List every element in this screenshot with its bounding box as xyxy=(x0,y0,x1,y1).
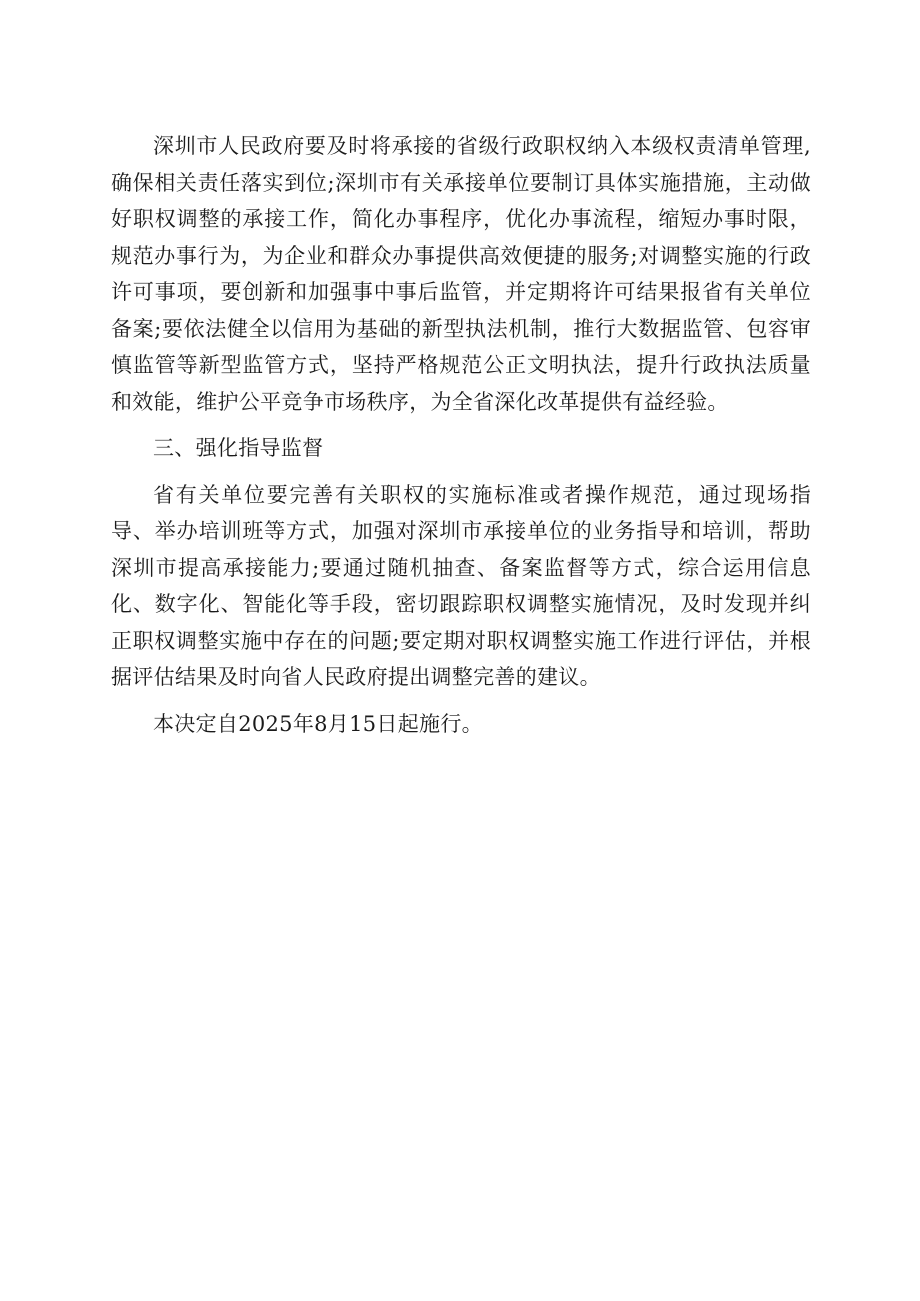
section-heading-guidance: 三、强化指导监督 xyxy=(153,436,324,460)
paragraph-supervision-responsibilities: 深圳市人民政府要及时将承接的省级行政职权纳入本级权责清单管理,确保相关责任落实到位;深圳市有关承接单位要制订具体实施措施，主动做好职权调整的承接工作，简化办事程序，优化办事流程，缩短办事时限，规范办事行为，为企业和群众办事提供高效便捷的服务;对调整实施的行政许可事项，要创新和加强事中事后监管，并定期将许可结果报省有关单位备案;要依法健全以信用为基础的新型执法机制，推行大数据监管、包容审慎监管等新型监管方式，坚持严格规范公正文明执法，提升行政执法质量和效能，维护公平竞争市场秩序，为全省深化改革提供有益经验。 xyxy=(111,134,811,414)
paragraph-effective-date: 本决定自2025年8月15日起施行。 xyxy=(153,711,483,736)
document-body xyxy=(111,128,811,752)
paragraph-guidance-supervision: 省有关单位要完善有关职权的实施标准或者操作规范，通过现场指导、举办培训班等方式，加强对深圳市承接单位的业务指导和培训，帮助深圳市提高承接能力;要通过随机抽查、备案监督等方式，综合运用信息化、数字化、智能化等手段，密切跟踪职权调整实施情况，及时发现并纠正职权调整实施中存在的问题;要定期对职权调整实施工作进行评估，并根据评估结果及时向省人民政府提出调整完善的建议。 xyxy=(111,482,811,689)
